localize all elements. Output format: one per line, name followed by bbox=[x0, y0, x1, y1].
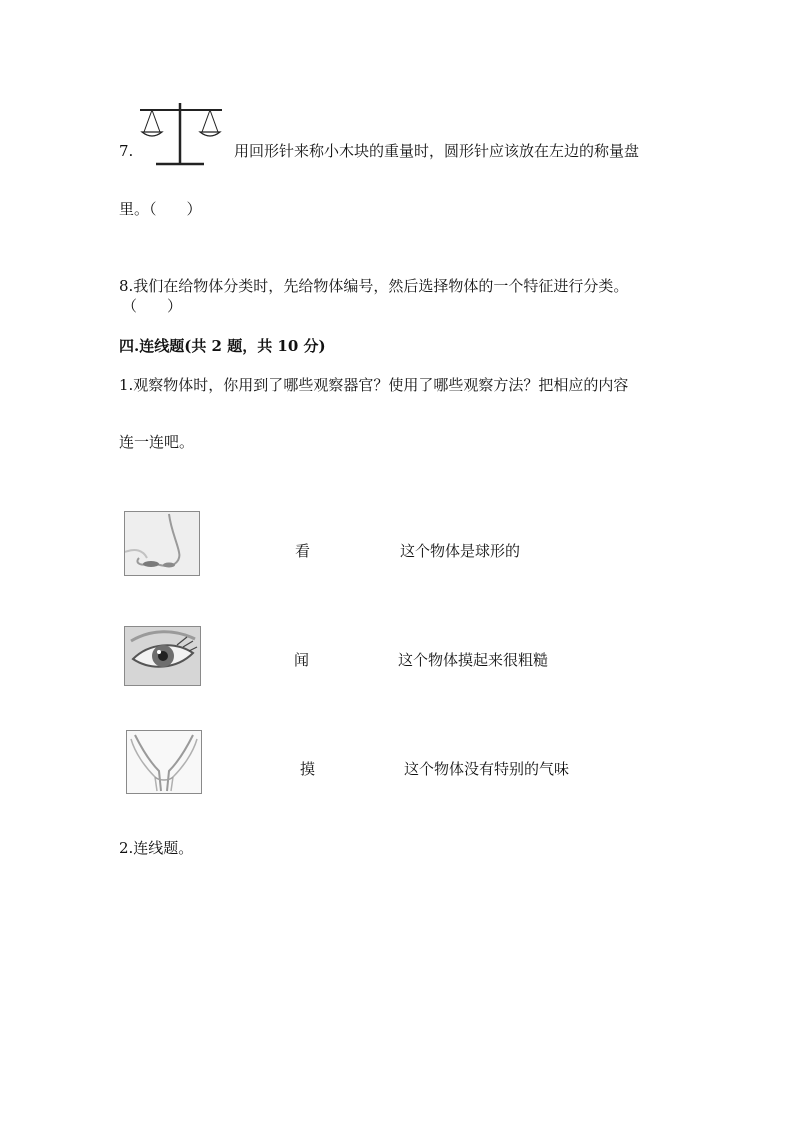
balance-scale-icon bbox=[136, 100, 226, 175]
verb-smell[interactable]: 闻 bbox=[294, 651, 310, 669]
verb-touch[interactable]: 摸 bbox=[300, 760, 316, 778]
q7-text-continued: 里。（ ） bbox=[119, 200, 202, 218]
verb-look[interactable]: 看 bbox=[295, 542, 311, 560]
q8-text: 8.我们在给物体分类时，先给物体编号，然后选择物体的一个特征进行分类。 bbox=[119, 277, 629, 295]
matching2-prompt: 2.连线题。 bbox=[119, 839, 194, 857]
q7-number: 7. bbox=[119, 142, 134, 160]
section-heading: 四.连线题(共 2 题，共 10 分) bbox=[119, 337, 326, 355]
matching1-prompt-continued: 连一连吧。 bbox=[119, 433, 195, 451]
nose-image bbox=[124, 511, 200, 576]
eye-image bbox=[124, 626, 201, 686]
statement-spherical[interactable]: 这个物体是球形的 bbox=[400, 542, 521, 560]
q7-text: 用回形针来称小木块的重量时，圆形针应该放在左边的称量盘 bbox=[234, 142, 640, 160]
statement-rough[interactable]: 这个物体摸起来很粗糙 bbox=[398, 651, 549, 669]
q8-answer-blank: （ ） bbox=[122, 297, 183, 315]
statement-no-smell[interactable]: 这个物体没有特别的气味 bbox=[404, 760, 570, 778]
hands-image bbox=[126, 730, 202, 794]
matching1-prompt: 1.观察物体时，你用到了哪些观察器官？使用了哪些观察方法？把相应的内容 bbox=[119, 376, 629, 394]
